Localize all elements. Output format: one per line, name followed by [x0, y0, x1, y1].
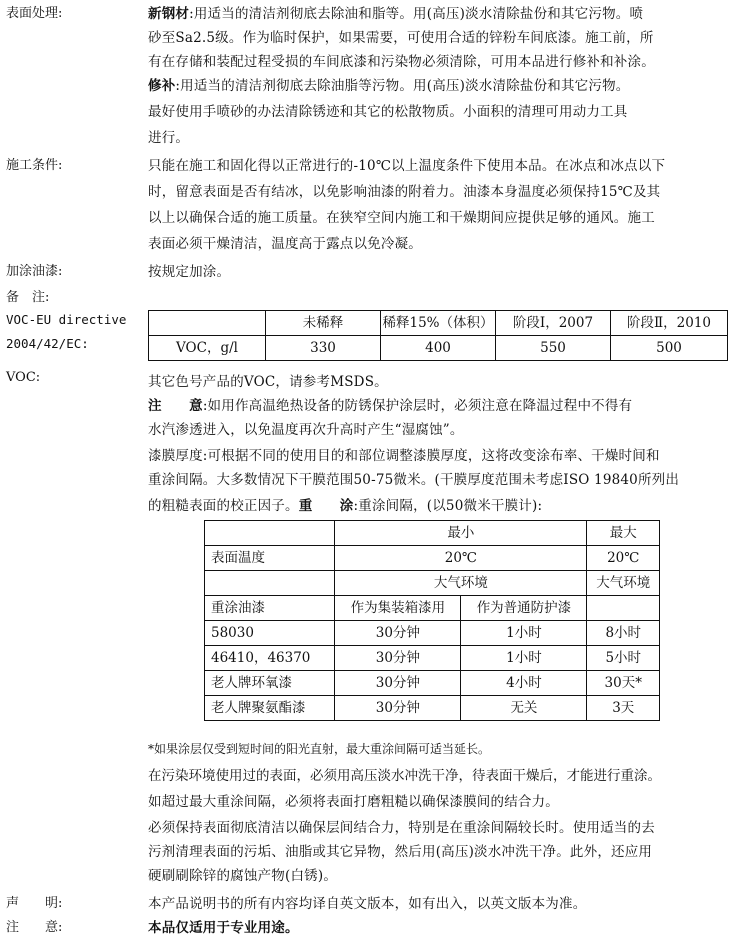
recoat-head: 重 涂	[298, 498, 354, 514]
new-steel-text: :用适当的清洁剂彻底去除油和脂等。用(高压)淡水清除盐份和其它污物。喷	[189, 6, 644, 22]
remarks-label: 备 注:	[6, 290, 50, 305]
recoat-general-value: 无关	[461, 696, 587, 721]
film-line2: 重涂间隔。大多数情况下干膜范围50-75微米。(干膜厚度范围未考虑ISO 19840所列出	[148, 472, 680, 488]
caution-text: 本品仅适用于专业用途。	[148, 920, 299, 936]
voc-eu-header-cell: 未稀释	[266, 311, 381, 336]
recoat-container-value: 30分钟	[335, 621, 461, 646]
voc-eu-value-cell: 400	[381, 336, 496, 361]
film-line1: 漆膜厚度:可根据不同的使用目的和部位调整漆膜厚度，这将改变涂布率、干燥时间和	[148, 448, 660, 464]
after-line2: 如超过最大重涂间隔，必须将表面打磨粗糙以确保漆膜间的结合力。	[148, 794, 559, 810]
voc-note-text: :如用作高温绝热设备的防锈保护涂层时，必须注意在降温过程中不得有	[202, 398, 633, 414]
footnote: *如果涂层仅受到短时间的阳光直射，最大重涂间隔可适当延长。	[148, 742, 491, 756]
voc-note-head: 注 意	[148, 398, 203, 414]
recoat-usage-row	[205, 596, 660, 621]
recoat-general-value: 1小时	[461, 646, 587, 671]
conditions-line1: 只能在施工和固化得以正常进行的-10℃以上温度条件下使用本品。在冰点和冰点以下	[148, 158, 666, 174]
voc-note-line	[148, 394, 632, 414]
recoat-paint-name: 58030	[205, 621, 335, 646]
conditions-line4: 表面必须干燥清洁，温度高于露点以免冷凝。	[148, 236, 422, 252]
voc-eu-header-row	[149, 311, 728, 336]
voc-eu-value-cell: 550	[496, 336, 611, 361]
conditions-line3: 以上以确保合适的施工质量。在狭窄空间内施工和干燥期间应提供足够的通风。施工	[148, 210, 655, 226]
statement-label: 声 明:	[6, 896, 63, 911]
caution-label: 注 意:	[6, 920, 63, 935]
voc-eu-value-cell: VOC，g/l	[149, 336, 266, 361]
recoat-surface-temp: 表面温度	[205, 546, 335, 571]
voc-eu-header-cell: 稀释15%（体积）	[381, 311, 496, 336]
table-row	[205, 621, 660, 646]
voc-eu-header-cell: 阶段Ⅱ，2010	[611, 311, 728, 336]
recoat-general-value: 1小时	[461, 621, 587, 646]
recoat-header-row	[205, 521, 660, 546]
after-line4: 污剂清理表面的污垢、油脂或其它异物，然后用(高压)淡水冲洗干净。此外，还应用	[148, 844, 653, 860]
recoat-container-value: 30分钟	[335, 696, 461, 721]
recoat-blank-cell	[587, 596, 660, 621]
surface-prep-line2: 砂至Sa2.5级。作为临时保护，如果需要，可使用合适的锌粉车间底漆。施工前，所	[148, 30, 654, 46]
recoat-max-value: 30天*	[587, 671, 660, 696]
recoat-max-value: 3天	[587, 696, 660, 721]
film-line3	[148, 494, 542, 514]
voc-eu-label-1: VOC-EU directive	[6, 312, 127, 327]
surface-prep-line3: 有在存储和装配过程受损的车间底漆和污染物必须清除，可用本品进行修补和补涂。	[148, 54, 655, 70]
recoat-paint-name: 老人牌环氧漆	[205, 671, 335, 696]
recoat-text: :重涂间隔，(以50微米干膜计):	[353, 498, 543, 514]
statement-text: 本产品说明书的所有内容均译自英文版本，如有出入，以英文版本为准。	[148, 896, 587, 912]
conditions-label: 施工条件:	[6, 158, 63, 173]
recoat-atmos: 大气环境	[335, 571, 587, 596]
recoat-temp-row	[205, 546, 660, 571]
voc-eu-value-cell: 330	[266, 336, 381, 361]
voc-eu-label-2: 2004/42/EC:	[6, 336, 89, 351]
conditions-line2: 时，留意表面是否有结冰，以免影响油漆的附着力。油漆本身温度必须保持15℃及其	[148, 184, 661, 200]
voc-eu-value-cell: 500	[611, 336, 728, 361]
table-row	[205, 696, 660, 721]
voc-note-line2: 水汽渗透进入，以免温度再次升高时产生“湿腐蚀”。	[148, 422, 464, 438]
voc-text: 其它色号产品的VOC，请参考MSDS。	[148, 374, 388, 390]
recoat-container-header: 作为集装箱漆用	[335, 596, 461, 621]
new-steel-head: 新钢材	[148, 6, 190, 22]
recoat-paint-name: 老人牌聚氨酯漆	[205, 696, 335, 721]
recoat-min-header: 最小	[335, 521, 587, 546]
recoat-table	[204, 520, 660, 721]
voc-eu-value-row	[149, 336, 728, 361]
surface-prep-line6: 进行。	[148, 130, 190, 146]
recoat-blank-cell	[205, 571, 335, 596]
recoat-general-header: 作为普通防护漆	[461, 596, 587, 621]
voc-eu-header-cell	[149, 311, 266, 336]
after-line3: 必须保持表面彻底清洁以确保层间结合力，特别是在重涂间隔较长时。使用适当的去	[148, 820, 655, 836]
recoat-general-value: 4小时	[461, 671, 587, 696]
after-line1: 在污染环境使用过的表面，必须用高压淡水冲洗干净，待表面干燥后，才能进行重涂。	[148, 768, 661, 784]
recoat-max-header: 最大	[587, 521, 660, 546]
new-steel-line	[148, 2, 643, 22]
thinner-text: 按规定加涂。	[148, 264, 231, 280]
repair-text: :用适当的清洁剂彻底去除油脂等污物。用(高压)淡水清除盐份和其它污物。	[175, 78, 630, 94]
recoat-blank-cell	[205, 521, 335, 546]
surface-prep-label: 表面处理:	[6, 6, 63, 21]
recoat-temp-max: 20℃	[587, 546, 660, 571]
recoat-container-value: 30分钟	[335, 646, 461, 671]
recoat-paint-label: 重涂油漆	[205, 596, 335, 621]
recoat-temp-min: 20℃	[335, 546, 587, 571]
surface-prep-line5: 最好使用手喷砂的办法清除锈迹和其它的松散物质。小面积的清理可用动力工具	[148, 104, 628, 120]
table-row	[205, 671, 660, 696]
recoat-container-value: 30分钟	[335, 671, 461, 696]
table-row	[205, 646, 660, 671]
recoat-max-value: 5小时	[587, 646, 660, 671]
recoat-max-value: 8小时	[587, 621, 660, 646]
voc-eu-header-cell: 阶段Ⅰ，2007	[496, 311, 611, 336]
voc-eu-table	[148, 310, 728, 361]
after-line5: 硬刷刷除锌的腐蚀产物(白锈)。	[148, 868, 338, 884]
voc-label: VOC:	[6, 370, 41, 385]
recoat-paint-name: 46410，46370	[205, 646, 335, 671]
film-line3-text: 的粗糙表面的校正因子。	[148, 498, 299, 514]
repair-head: 修补	[148, 78, 176, 94]
recoat-atmos-max: 大气环境	[587, 571, 660, 596]
repair-line	[148, 74, 630, 94]
thinner-label: 加涂油漆:	[6, 264, 63, 279]
recoat-atmos-row	[205, 571, 660, 596]
